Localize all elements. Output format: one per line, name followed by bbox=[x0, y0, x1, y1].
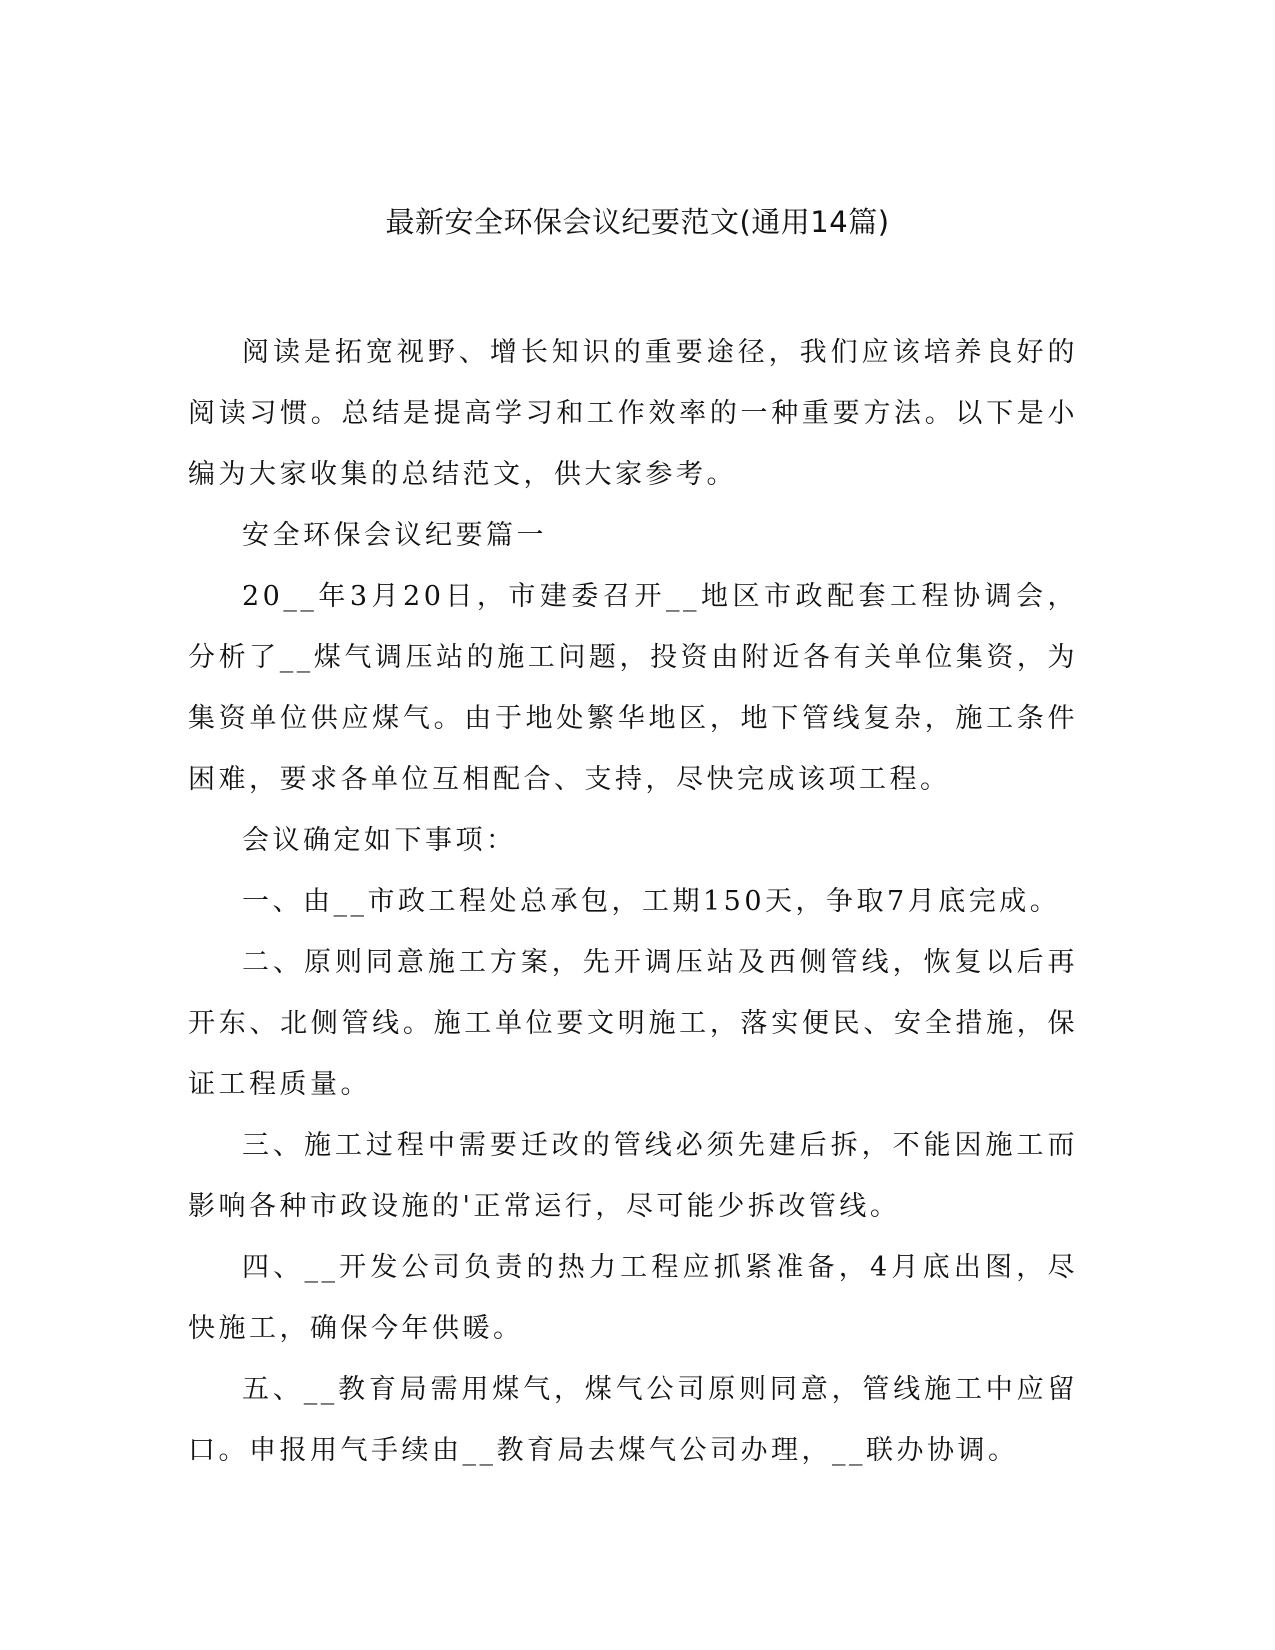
decision-item-3: 三、施工过程中需要迁改的管线必须先建后拆，不能因施工而影响各种市政设施的'正常运行，尽可能少拆改管线。 bbox=[188, 1130, 1078, 1222]
intro-paragraph: 阅读是拓宽视野、增长知识的重要途径，我们应该培养良好的阅读习惯。总结是提高学习和工作效率的一种重要方法。以下是小编为大家收集的总结范文，供大家参考。 bbox=[188, 337, 1078, 490]
document-title: 最新安全环保会议纪要范文(通用14篇) bbox=[385, 205, 890, 239]
decision-item-1: 一、由__市政工程处总承包，工期150天，争取7月底完成。 bbox=[242, 886, 1061, 917]
decision-item-2: 二、原则同意施工方案，先开调压站及西侧管线，恢复以后再开东、北侧管线。施工单位要文明施工，落实便民、安全措施，保证工程质量。 bbox=[188, 947, 1078, 1100]
meeting-summary-paragraph: 20__年3月20日，市建委召开__地区市政配套工程协调会，分析了__煤气调压站的施工问题，投资由附近各有关单位集资，为集资单位供应煤气。由于地处繁华地区，地下管线复杂，施工条件困难，要求各单位互相配合、支持，尽快完成该项工程。 bbox=[188, 581, 1078, 795]
decision-item-4: 四、__开发公司负责的热力工程应抓紧准备，4月底出图，尽快施工，确保今年供暖。 bbox=[188, 1252, 1078, 1344]
section-heading: 安全环保会议纪要篇一 bbox=[242, 520, 547, 551]
document-body bbox=[188, 322, 1078, 1481]
decision-item-5: 五、__教育局需用煤气，煤气公司原则同意，管线施工中应留口。申报用气手续由__教育局去煤气公司办理，__联办协调。 bbox=[188, 1374, 1078, 1466]
decisions-intro: 会议确定如下事项： bbox=[242, 825, 517, 856]
